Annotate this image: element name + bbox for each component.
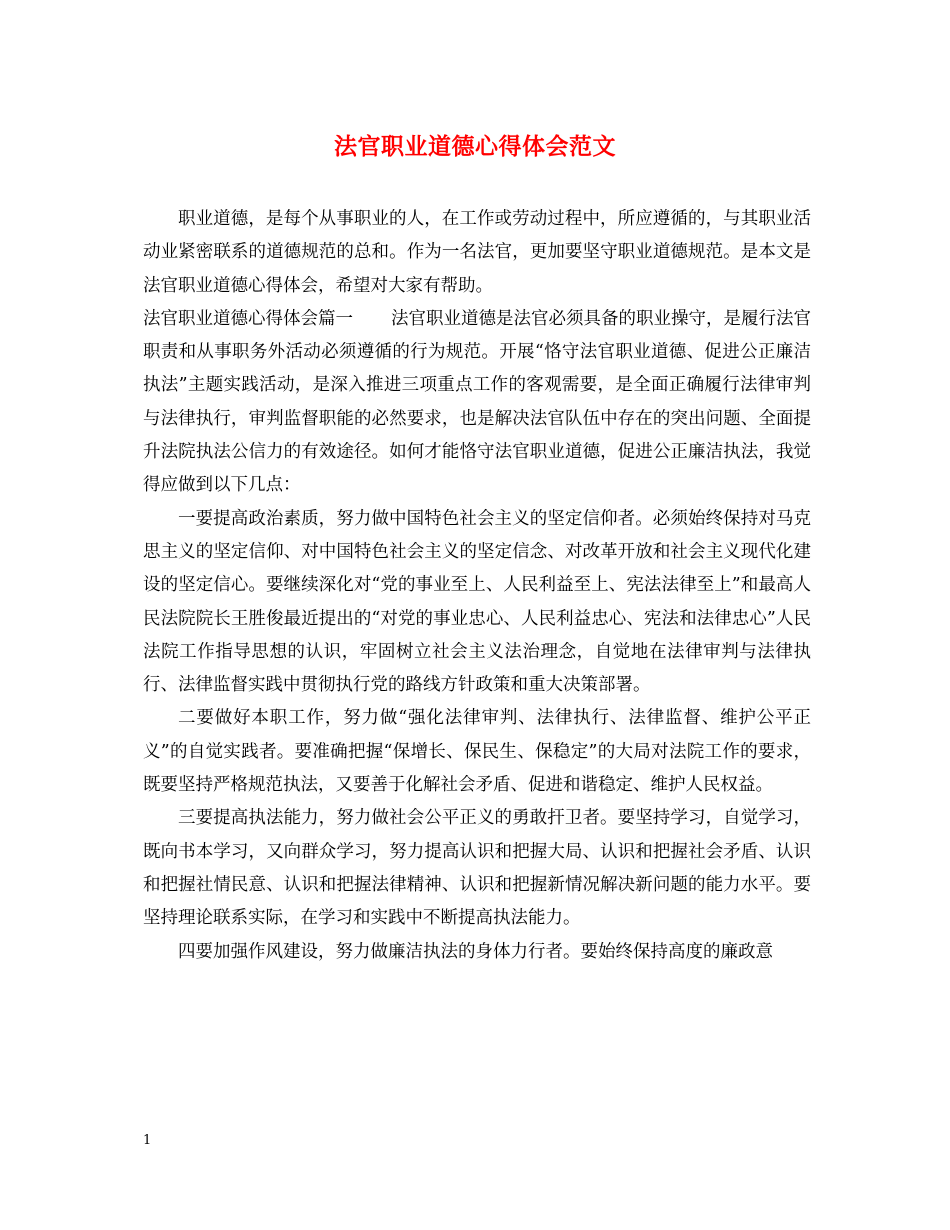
document-body xyxy=(143,203,811,969)
body-paragraph-2: 二要做好本职工作，努力做“强化法律审判、法律执行、法律监督、维护公平正义”的自觉实践者。要准确把握“保增长、保民生、保稳定”的大局对法院工作的要求，既要坚持严格规范执法，又要善于化解社会矛盾、促进和谐稳定、维护人民权益。 xyxy=(143,708,811,796)
page-number: 1 xyxy=(143,1133,152,1148)
section-heading: 法官职业道德心得体会篇一 xyxy=(143,308,353,329)
body-paragraph-1: 一要提高政治素质，努力做中国特色社会主义的坚定信仰者。必须始终保持对马克思主义的坚定信仰、对中国特色社会主义的坚定信念、对改革开放和社会主义现代化建设的坚定信心。要继续深化对“党的事业至上、人民利益至上、宪法法律至上”和最高人民法院院长王胜俊最近提出的“对党的事业忠心、人民利益忠心、宪法和法律忠心”人民法院工作指导思想的认识，牢固树立社会主义法治理念，自觉地在法律审判与法律执行、法律监督实践中贯彻执行党的路线方针政策和重大决策部署。 xyxy=(143,508,811,696)
document-title: 法官职业道德心得体会范文 xyxy=(334,133,616,160)
intro-paragraph: 职业道德，是每个从事职业的人，在工作或劳动过程中，所应遵循的，与其职业活动业紧密联系的道德规范的总和。作为一名法官，更加要坚守职业道德规范。是本文是法官职业道德心得体会，希望对大家有帮助。 xyxy=(143,209,811,296)
body-paragraph-4: 四要加强作风建设，努力做廉洁执法的身体力行者。要始终保持高度的廉政意 xyxy=(178,941,773,962)
section-paragraph xyxy=(143,303,811,503)
section-lead-text: 法官职业道德是法官必须具备的职业操守，是履行法官职责和从事职务外活动必须遵循的行为规范。开展“恪守法官职业道德、促进公正廉洁执法”主题实践活动，是深入推进三项重点工作的客观需要，是全面正确履行法律审判与法律执行，审判监督职能的必然要求，也是解决法官队伍中存在的突出问题、全面提升法院执法公信力的有效途径。如何才能恪守法官职业道德，促进公正廉洁执法，我觉得应做到以下几点： xyxy=(143,308,811,496)
body-paragraph-3: 三要提高执法能力，努力做社会公平正义的勇敢扞卫者。要坚持学习，自觉学习，既向书本学习，又向群众学习，努力提高认识和把握大局、认识和把握社会矛盾、认识和把握社情民意、认识和把握法律精神、认识和把握新情况解决新问题的能力水平。要坚持理论联系实际，在学习和实践中不断提高执法能力。 xyxy=(143,808,811,929)
